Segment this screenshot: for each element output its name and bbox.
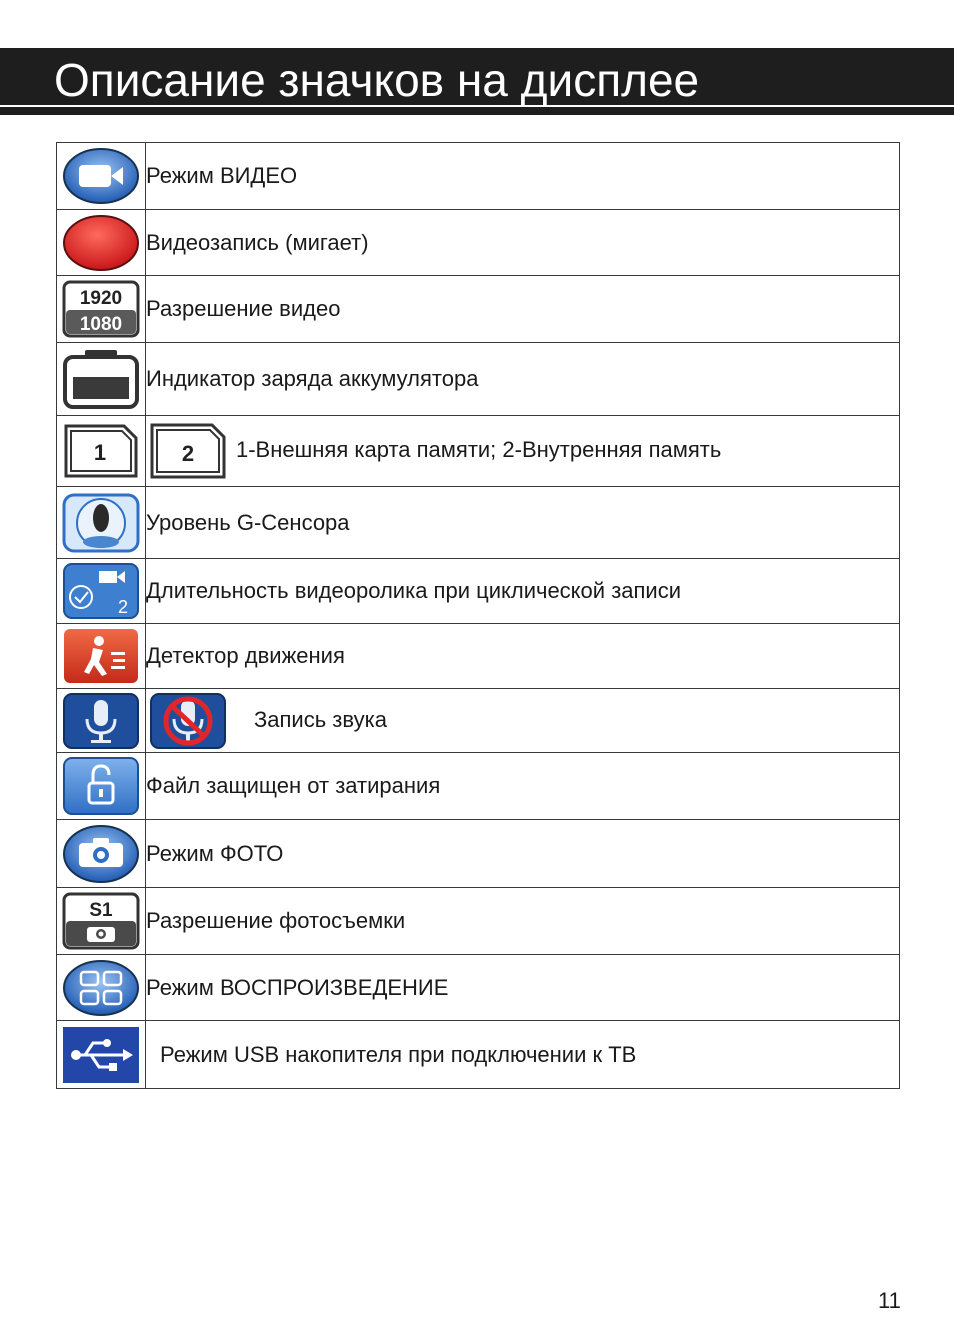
row-label: Режим ВОСПРОИЗВЕДЕНИЕ — [146, 955, 900, 1021]
photo-camera-mode-icon — [61, 823, 141, 885]
row-label: Длительность видеоролика при циклической записи — [146, 559, 900, 624]
loop-recording-icon — [61, 561, 141, 621]
table-row — [57, 955, 900, 1021]
row-label: Уровень G-Сенсора — [146, 487, 900, 559]
memory-card-number: 1 — [93, 440, 107, 465]
table-row — [57, 487, 900, 559]
table-row — [57, 1021, 900, 1089]
memory-card-icon — [62, 422, 140, 480]
row-label: Режим ВИДЕО — [146, 143, 900, 210]
page-title: Описание значков на дисплее — [54, 54, 700, 106]
internal-memory-icon — [148, 421, 228, 481]
playback-mode-icon — [61, 958, 141, 1018]
table-row — [57, 416, 900, 487]
video-camera-mode-icon — [61, 146, 141, 206]
table-row — [57, 820, 900, 888]
loop-duration-number: 2 — [117, 597, 129, 617]
table-row — [57, 210, 900, 276]
record-red-dot-icon — [61, 213, 141, 273]
usb-icon — [61, 1025, 141, 1085]
table-row — [57, 276, 900, 343]
internal-memory-number: 2 — [181, 441, 195, 466]
resolution-bottom-text: 1080 — [79, 314, 123, 335]
row-label: Детектор движения — [146, 624, 900, 689]
g-sensor-icon — [61, 492, 141, 554]
row-label: Запись звука — [254, 706, 387, 732]
icon-legend-table — [56, 142, 900, 1089]
row-label: Видеозапись (мигает) — [146, 210, 900, 276]
photo-resolution-text: S1 — [89, 900, 113, 921]
photo-resolution-icon — [61, 891, 141, 951]
motion-detector-icon — [61, 626, 141, 686]
table-row — [57, 753, 900, 820]
page-number: 11 — [878, 1288, 901, 1313]
lock-icon — [61, 755, 141, 817]
row-label: 1-Внешняя карта памяти; 2-Внутренняя память — [236, 436, 722, 462]
resolution-top-text: 1920 — [79, 288, 123, 309]
row-label: Разрешение видео — [146, 276, 900, 343]
microphone-on-icon — [61, 691, 141, 751]
table-row — [57, 559, 900, 624]
table-row — [57, 343, 900, 416]
row-label: Файл защищен от затирания — [146, 753, 900, 820]
microphone-off-icon — [148, 691, 228, 751]
title-underline — [0, 107, 954, 115]
battery-icon — [61, 347, 141, 411]
table-row — [57, 689, 900, 753]
row-label: Режим ФОТО — [146, 820, 900, 888]
table-row — [57, 624, 900, 689]
table-row — [57, 143, 900, 210]
row-label: Индикатор заряда аккумулятора — [146, 343, 900, 416]
row-label: Разрешение фотосъемки — [146, 888, 900, 955]
table-row — [57, 888, 900, 955]
video-resolution-icon — [61, 279, 141, 339]
row-label: Режим USB накопителя при подключении к ТВ — [146, 1021, 900, 1089]
